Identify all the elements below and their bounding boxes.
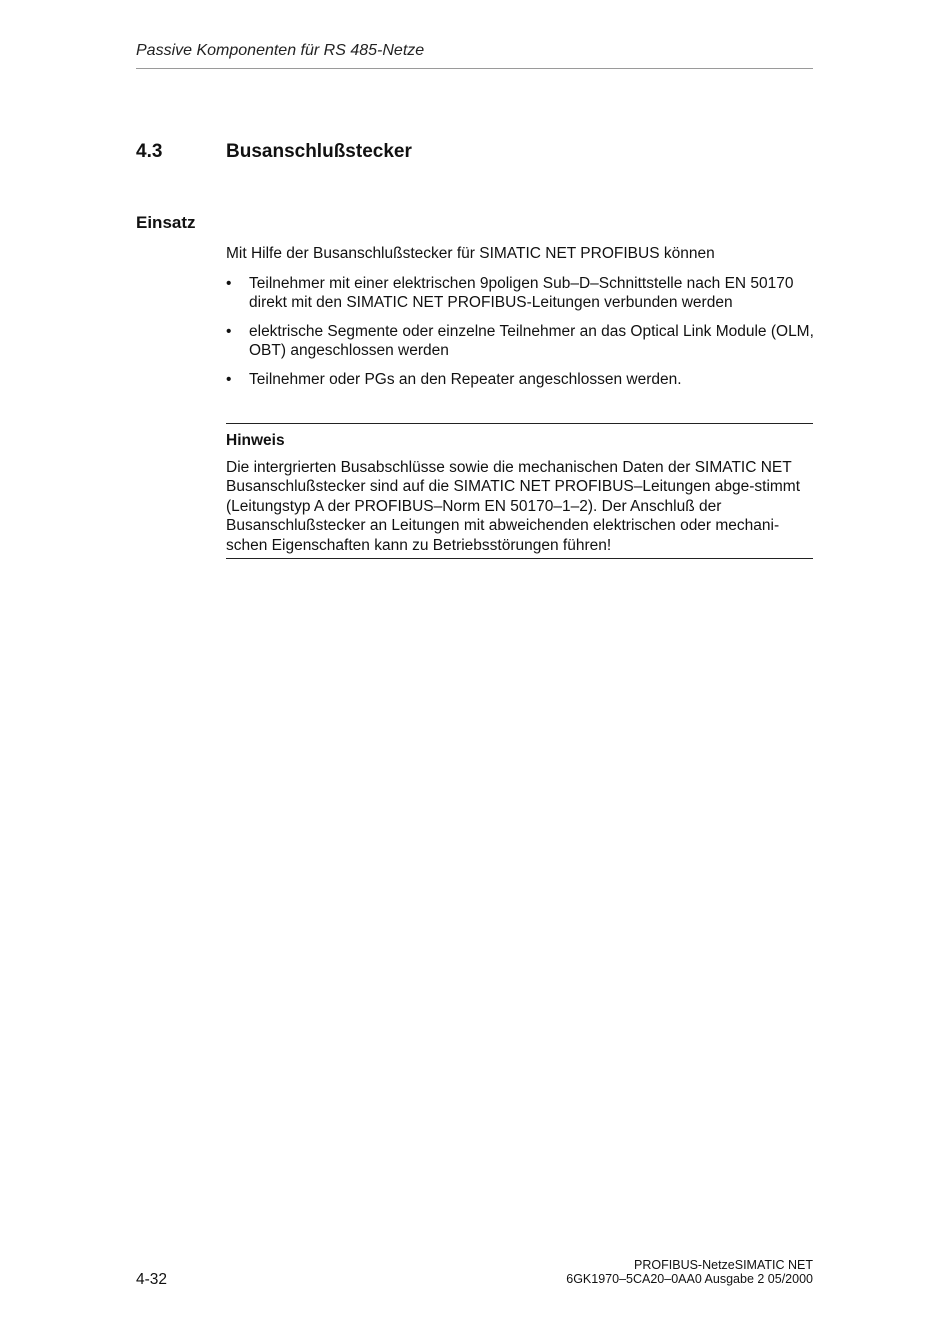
page-number: 4-32 [136, 1271, 168, 1288]
intro-paragraph: Mit Hilfe der Busanschlußstecker für SIMATIC NET PROFIBUS können [226, 245, 715, 262]
footer-publication-info [566, 1258, 813, 1286]
einsatz-body [226, 244, 816, 398]
running-header: Passive Komponenten für RS 485-Netze [136, 42, 425, 59]
list-item [226, 322, 816, 361]
section-title: Busanschlußstecker [226, 141, 412, 162]
header-rule [136, 68, 813, 69]
note-box [226, 423, 813, 559]
bullet-icon: • [226, 322, 232, 340]
footer-order-line: 6GK1970–5CA20–0AA0 Ausgabe 2 05/2000 [566, 1272, 813, 1286]
bullet-icon: • [226, 274, 232, 292]
list-item-text: Teilnehmer mit einer elektrischen 9poligen Sub–D–Schnittstelle nach EN 50170 direkt mit den SIMATIC NET PROFIBUS-Leitungen verbunden werden [249, 274, 794, 311]
list-item [226, 274, 816, 313]
bullet-list [226, 274, 816, 390]
list-item [226, 370, 816, 390]
section-number: 4.3 [136, 141, 163, 162]
footer-title-line: PROFIBUS-NetzeSIMATIC NET [634, 1258, 813, 1272]
list-item-text: elektrische Segmente oder einzelne Teilnehmer an das Optical Link Module (OLM, OBT) angeschlossen werden [249, 322, 814, 359]
note-title: Hinweis [226, 432, 285, 449]
list-item-text: Teilnehmer oder PGs an den Repeater angeschlossen werden. [249, 370, 682, 388]
einsatz-heading: Einsatz [136, 213, 196, 232]
bullet-icon: • [226, 370, 232, 388]
note-text: Die intergrierten Busabschlüsse sowie die mechanischen Daten der SIMATIC NET Busanschlußstecker sind auf die SIMATIC NET PROFIBUS–Leitungen abge-stimmt (Leitungstyp A der PROFIBUS–Norm EN 50170–1–2). Der Anschluß der Busanschlußstecker an Leitungen mit abweichenden elektrischen oder mechani-schen Eigenschaften kann zu Betriebsstörungen führen! [226, 458, 801, 554]
